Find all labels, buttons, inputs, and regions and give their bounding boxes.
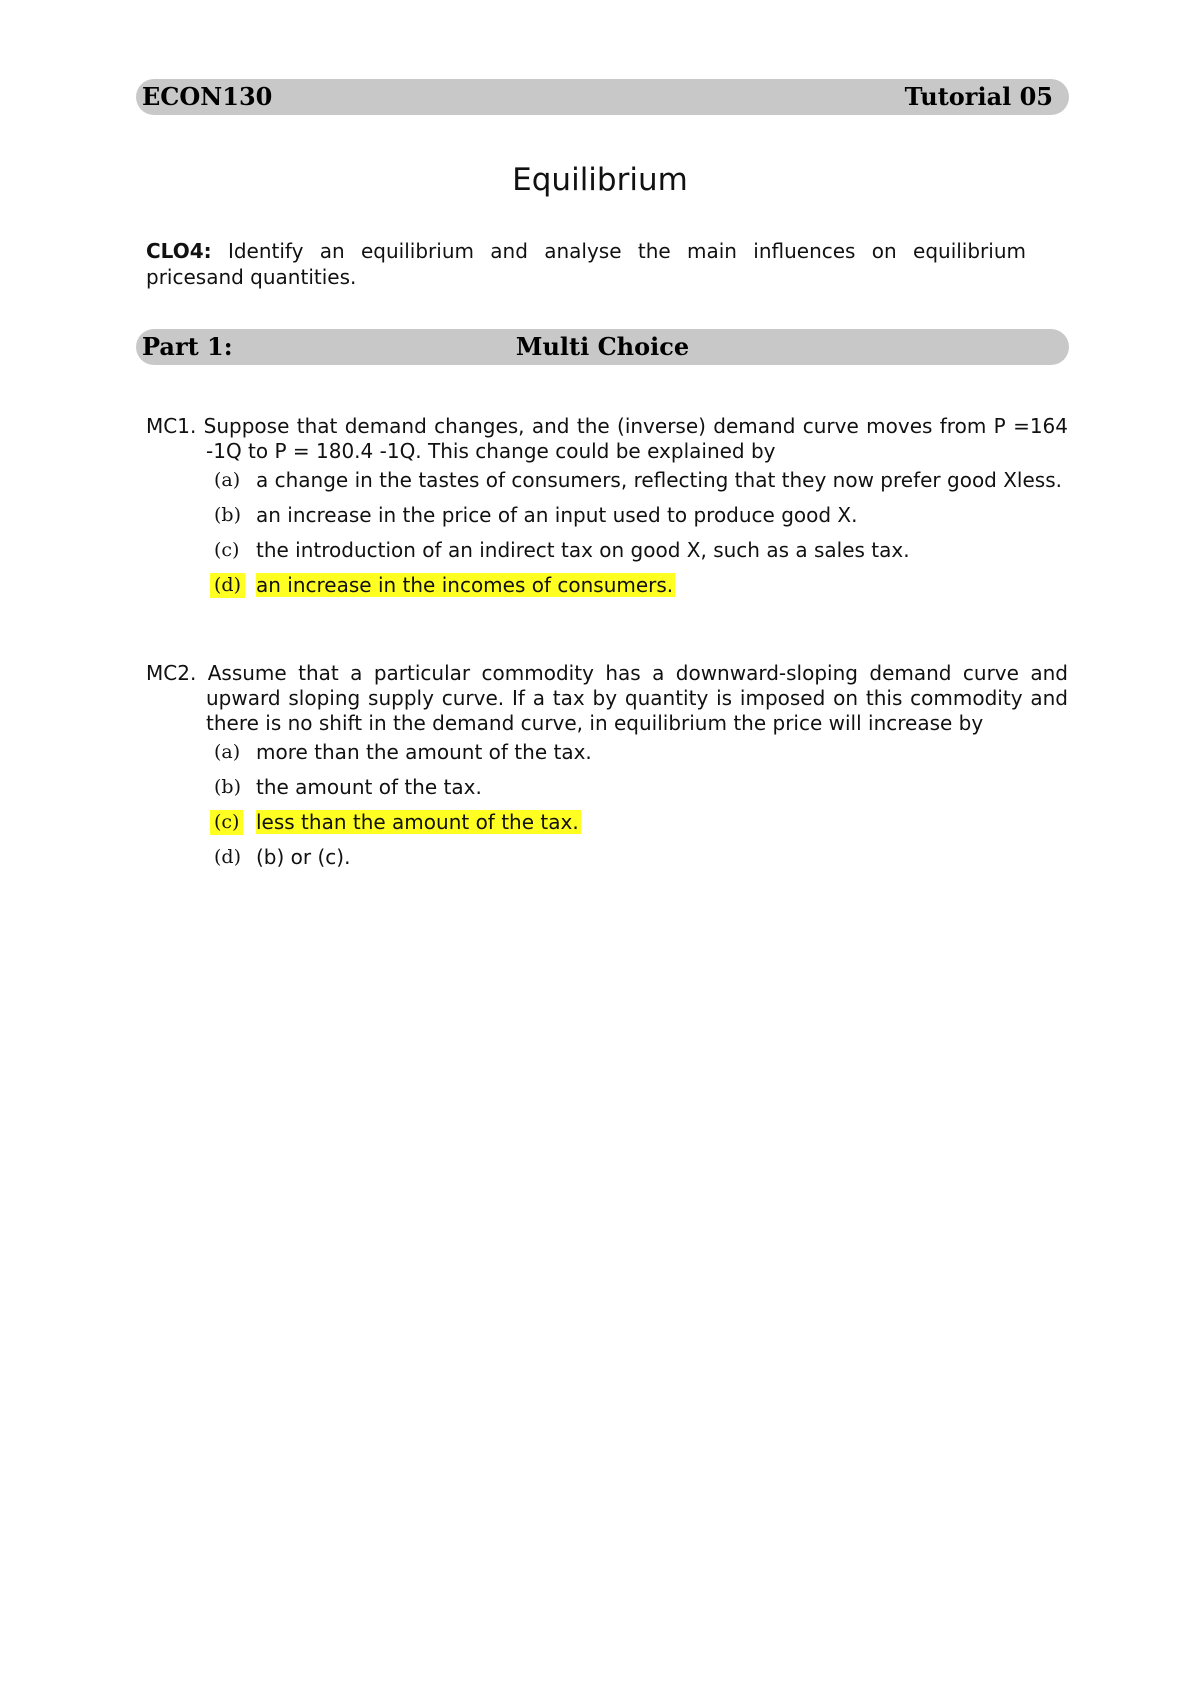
learning-outcome — [146, 238, 1026, 290]
option-text: the amount of the tax. — [256, 775, 482, 799]
option-letter: (c) — [210, 810, 243, 835]
option-letter: (c) — [214, 539, 240, 561]
option-text: the introduction of an indirect tax on good X, such as a sales tax. — [256, 538, 910, 562]
option-b — [146, 775, 1068, 800]
option-text: less than the amount of the tax. — [256, 810, 579, 834]
option-b — [146, 503, 1068, 528]
course-code: ECON130 — [142, 82, 273, 111]
question-number: MC2. — [146, 661, 197, 685]
option-c-highlighted — [146, 810, 1068, 835]
clo-text: Identify an equilibrium and analyse the main influences on equilibrium pricesand quantities. — [146, 239, 1026, 289]
tutorial-number: Tutorial 05 — [904, 82, 1053, 111]
option-text: more than the amount of the tax. — [256, 740, 592, 764]
option-text: a change in the tastes of consumers, reflecting that they now prefer good Xless. — [256, 468, 1062, 492]
option-letter: (d) — [210, 573, 245, 598]
question-stem — [146, 414, 1068, 464]
question-mc2 — [146, 661, 1068, 880]
clo-label: CLO4: — [146, 239, 212, 263]
option-d-highlighted — [146, 573, 1068, 598]
question-mc1 — [146, 414, 1068, 608]
option-letter: (a) — [214, 469, 241, 491]
option-a — [146, 740, 1068, 765]
option-letter: (d) — [214, 846, 241, 868]
question-text: Assume that a particular commodity has a downward-sloping demand curve and upward sloping supply curve. If a tax by quantity is imposed on this commodity and there is no shift in the demand curve, in equilibrium the price will increase by — [196, 661, 1068, 735]
option-letter: (a) — [214, 741, 241, 763]
option-d — [146, 845, 1068, 870]
option-c — [146, 538, 1068, 563]
option-list — [146, 468, 1068, 598]
header-bar — [136, 79, 1069, 115]
part-label: Part 1: — [142, 332, 233, 361]
option-list — [146, 740, 1068, 870]
option-a — [146, 468, 1068, 493]
option-letter: (b) — [214, 504, 241, 526]
question-stem — [146, 661, 1068, 736]
question-number: MC1. — [146, 414, 197, 438]
part-title: Multi Choice — [515, 332, 690, 361]
option-text: (b) or (c). — [256, 845, 351, 869]
option-text: an increase in the incomes of consumers. — [256, 573, 674, 597]
page-title: Equilibrium — [512, 162, 688, 198]
option-text: an increase in the price of an input used to produce good X. — [256, 503, 858, 527]
option-letter: (b) — [214, 776, 241, 798]
part-bar — [136, 329, 1069, 365]
question-text: Suppose that demand changes, and the (inverse) demand curve moves from P =164 -1Q to P = 180.4 -1Q. This change could be explained by — [196, 414, 1068, 463]
